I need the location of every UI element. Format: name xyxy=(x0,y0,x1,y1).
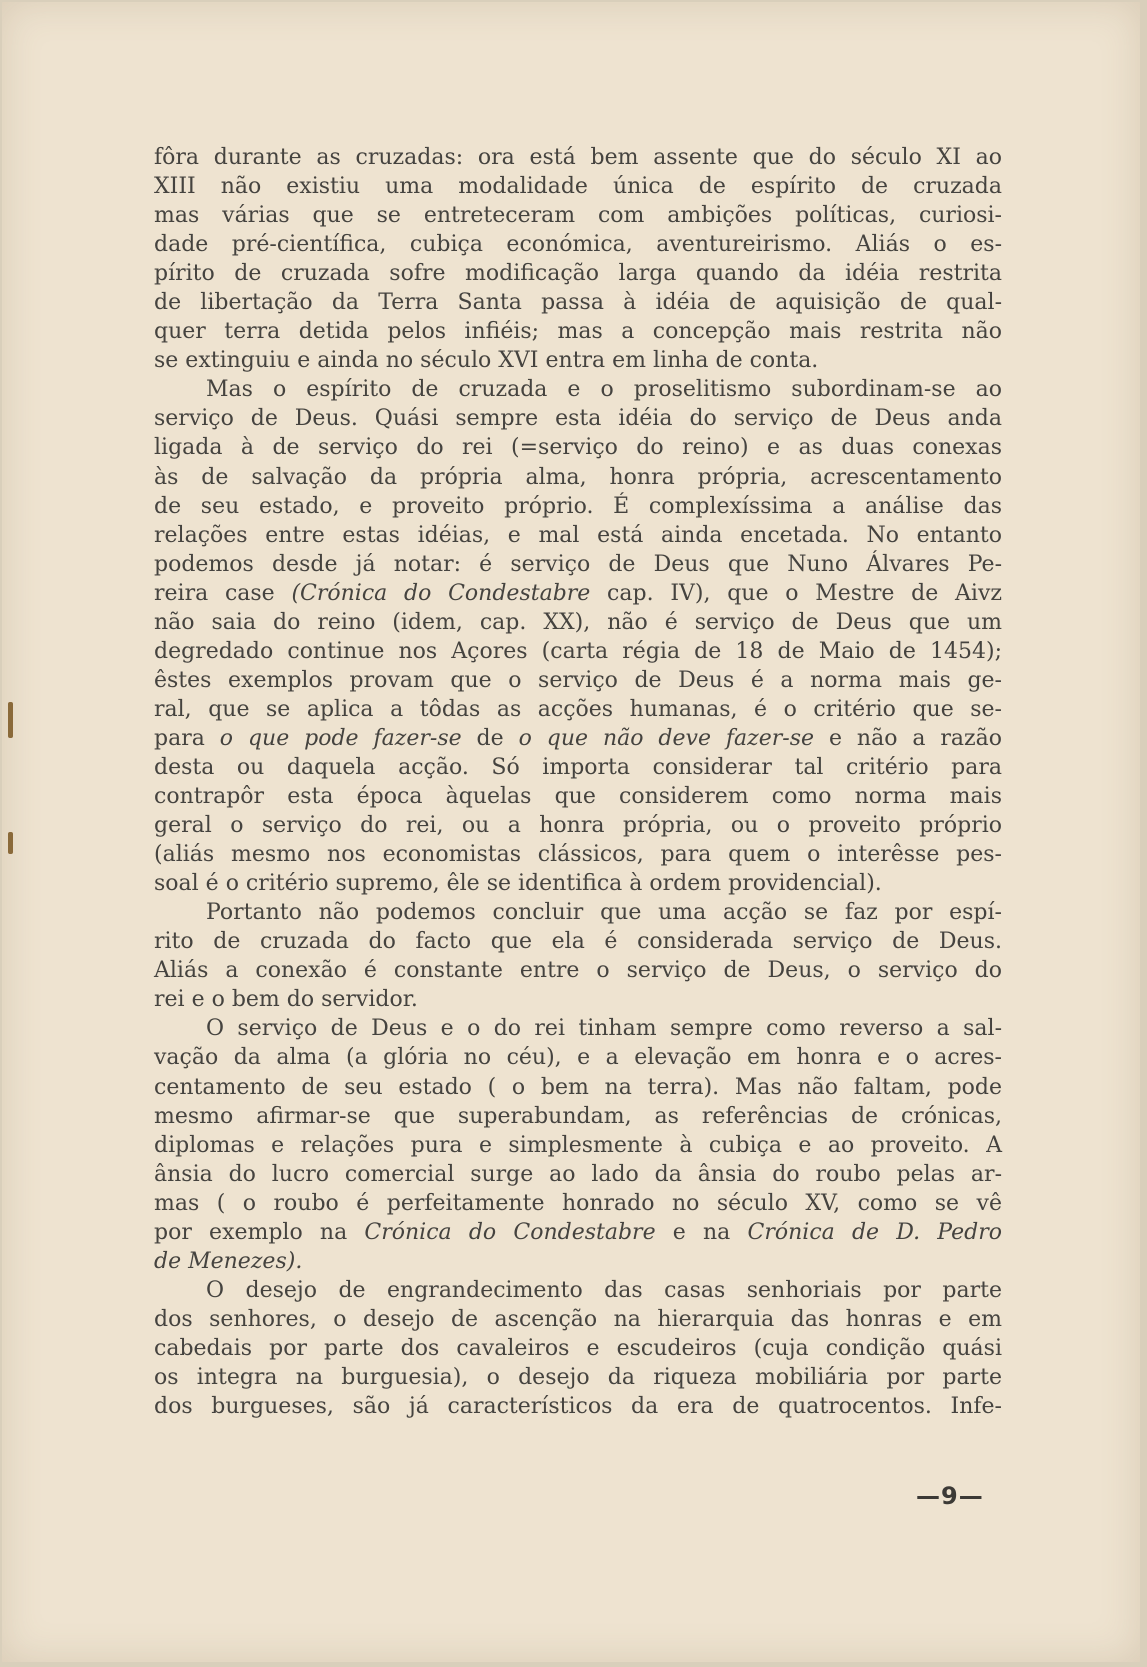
text-segment: e na xyxy=(655,1219,748,1245)
book-page xyxy=(2,2,1140,1662)
text-segment: ral, que se aplica a tôdas as acções humanas, é o critério que se- xyxy=(154,696,1002,722)
text-line xyxy=(154,172,1002,201)
text-segment: não saia do reino (idem, cap. XX), não é serviço de Deus que um xyxy=(154,609,1002,635)
text-segment: êstes exemplos provam que o serviço de Deus é a norma mais ge- xyxy=(154,667,1002,693)
text-segment: soal é o critério supremo, êle se identifica à ordem providencial). xyxy=(154,871,882,897)
text-line xyxy=(154,666,1002,695)
text-line xyxy=(154,811,1002,840)
text-segment: XIII não existiu uma modalidade única de espírito de cruzada xyxy=(154,174,1002,200)
text-line xyxy=(154,1131,1002,1160)
text-line xyxy=(154,1043,1002,1072)
text-segment: mesmo afirmar-se que superabundam, as referências de crónicas, xyxy=(154,1103,1002,1129)
text-segment: rei e o bem do servidor. xyxy=(154,987,418,1013)
text-line xyxy=(154,201,1002,230)
text-line xyxy=(154,1189,1002,1218)
text-segment: para xyxy=(154,725,220,751)
text-segment: e não a razão xyxy=(814,725,1002,751)
text-line xyxy=(154,230,1002,259)
text-segment: Mas o espírito de cruzada e o proselitismo subordinam-se ao xyxy=(206,377,1002,403)
text-segment: de libertação da Terra Santa passa à idéia de aquisição de qual- xyxy=(154,290,1002,316)
text-segment: Aliás a conexão é constante entre o serviço de Deus, o serviço do xyxy=(154,958,1002,984)
text-segment: de seu estado, e proveito próprio. É complexíssima a análise das xyxy=(154,493,1002,519)
text-segment: ligada à de serviço do rei (=serviço do reino) e as duas conexas xyxy=(154,435,1002,461)
text-segment: ânsia do lucro comercial surge ao lado da ânsia do roubo pelas ar- xyxy=(154,1161,1002,1187)
text-segment: às de salvação da própria alma, honra própria, acrescentamento xyxy=(154,464,1002,490)
text-line xyxy=(154,1160,1002,1189)
page-edge-mark xyxy=(8,832,13,854)
text-line xyxy=(154,143,1002,172)
text-segment: O desejo de engrandecimento das casas senhoriais por parte xyxy=(206,1277,1002,1303)
text-segment: cap. IV), que o Mestre de Aivz xyxy=(590,580,1002,606)
text-line xyxy=(154,492,1002,521)
text-segment: por exemplo na xyxy=(154,1219,365,1245)
text-segment: (aliás mesmo nos economistas clássicos, para quem o interêsse pes- xyxy=(154,842,1002,868)
text-line xyxy=(154,898,1002,927)
text-line xyxy=(154,1218,1002,1247)
text-segment: cabedais por parte dos cavaleiros e escudeiros (cuja condição quási xyxy=(154,1335,1002,1361)
body-text xyxy=(154,143,1002,1421)
text-line xyxy=(154,288,1002,317)
text-segment: dade pré-científica, cubiça económica, aventureirismo. Aliás o es- xyxy=(154,232,1002,258)
italic-text: Crónica de D. Pedro xyxy=(747,1219,1002,1245)
text-segment: dos burgueses, são já característicos da era de quatrocentos. Infe- xyxy=(154,1394,1002,1420)
italic-text: Crónica do Condestabre xyxy=(364,1219,656,1245)
text-segment: centamento de seu estado ( o bem na terra). Mas não faltam, pode xyxy=(154,1074,1002,1100)
text-segment: pírito de cruzada sofre modificação larga quando da idéia restrita xyxy=(154,261,1002,287)
text-segment: se extinguiu e ainda no século XVI entra em linha de conta. xyxy=(154,348,819,374)
text-line xyxy=(154,1073,1002,1102)
text-segment: de xyxy=(461,725,519,751)
text-line xyxy=(154,1392,1002,1421)
text-line xyxy=(154,259,1002,288)
text-segment: diplomas e relações pura e simplesmente à cubiça e ao proveito. A xyxy=(154,1132,1002,1158)
text-line xyxy=(154,927,1002,956)
text-line xyxy=(154,346,1002,375)
text-line xyxy=(154,782,1002,811)
text-segment: geral o serviço do rei, ou a honra própria, ou o proveito próprio xyxy=(154,813,1002,839)
italic-text: o que não deve fazer-se xyxy=(518,725,815,751)
text-segment: reira case xyxy=(154,580,292,606)
text-line xyxy=(154,1014,1002,1043)
text-segment: mas várias que se entreteceram com ambições políticas, curiosi- xyxy=(154,203,1002,229)
text-segment: serviço de Deus. Quási sempre esta idéia do serviço de Deus anda xyxy=(154,406,1002,432)
text-line xyxy=(154,317,1002,346)
text-segment: fôra durante as cruzadas: ora está bem assente que do século XI ao xyxy=(154,145,1002,170)
text-segment: Portanto não podemos concluir que uma acção se faz por espí- xyxy=(206,900,1002,926)
text-line xyxy=(154,1363,1002,1392)
page-edge-mark xyxy=(8,702,13,738)
italic-text: o que pode fazer-se xyxy=(219,725,462,751)
text-line xyxy=(154,1276,1002,1305)
text-line xyxy=(154,550,1002,579)
text-segment: quer terra detida pelos infiéis; mas a concepção mais restrita não xyxy=(154,319,1002,345)
text-line xyxy=(154,724,1002,753)
text-segment: O serviço de Deus e o do rei tinham sempre como reverso a sal- xyxy=(206,1016,1002,1042)
text-segment: relações entre estas idéias, e mal está ainda encetada. No entanto xyxy=(154,522,1002,548)
text-line xyxy=(154,1102,1002,1131)
text-line xyxy=(154,608,1002,637)
text-line xyxy=(154,433,1002,462)
text-line xyxy=(154,840,1002,869)
text-segment: os integra na burguesia), o desejo da riqueza mobiliária por parte xyxy=(154,1364,1002,1390)
italic-text: (Crónica do Condestabre xyxy=(291,580,591,606)
page-number: —9— xyxy=(916,1482,984,1510)
text-line xyxy=(154,463,1002,492)
text-line xyxy=(154,985,1002,1014)
text-line xyxy=(154,695,1002,724)
text-segment: podemos desde já notar: é serviço de Deus que Nuno Álvares Pe- xyxy=(154,551,1002,577)
text-line xyxy=(154,404,1002,433)
text-line xyxy=(154,753,1002,782)
text-segment: rito de cruzada do facto que ela é considerada serviço de Deus. xyxy=(154,929,1002,955)
text-segment: contrapôr esta época àquelas que considerem como norma mais xyxy=(154,784,1002,810)
italic-text: de Menezes). xyxy=(154,1248,303,1274)
text-line xyxy=(154,869,1002,898)
text-segment: mas ( o roubo é perfeitamente honrado no século XV, como se vê xyxy=(154,1190,1002,1216)
text-line xyxy=(154,579,1002,608)
text-line xyxy=(154,1305,1002,1334)
text-line xyxy=(154,521,1002,550)
text-segment: degredado continue nos Açores (carta régia de 18 de Maio de 1454); xyxy=(154,638,1002,664)
text-line xyxy=(154,375,1002,404)
text-segment: vação da alma (a glória no céu), e a elevação em honra e o acres- xyxy=(154,1045,1002,1071)
text-line xyxy=(154,1247,1002,1276)
text-segment: desta ou daquela acção. Só importa considerar tal critério para xyxy=(154,754,1002,780)
text-segment: dos senhores, o desejo de ascenção na hierarquia das honras e em xyxy=(154,1306,1002,1332)
text-line xyxy=(154,1334,1002,1363)
text-line xyxy=(154,637,1002,666)
text-line xyxy=(154,956,1002,985)
